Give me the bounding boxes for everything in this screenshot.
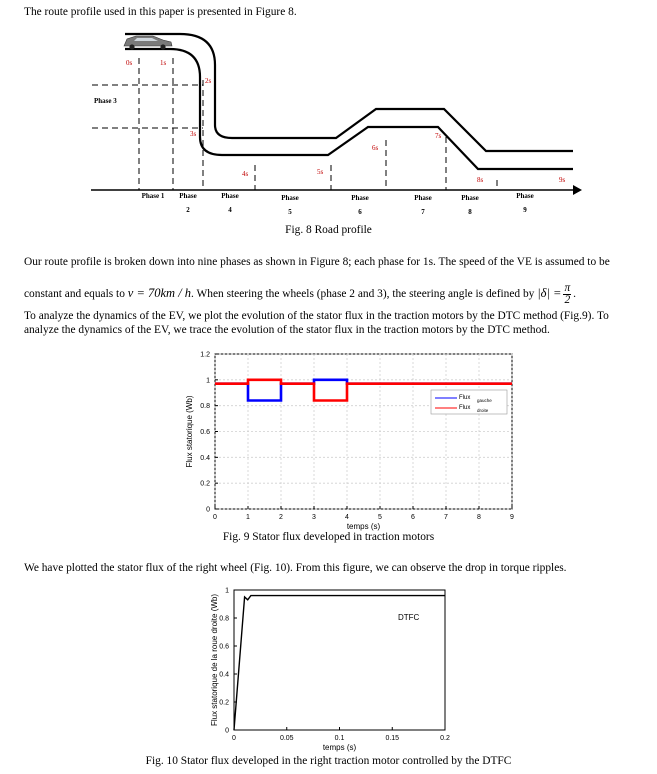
road-axis-arrow xyxy=(573,185,582,195)
legend-label-sub: droite xyxy=(477,408,489,413)
x-tick-label: 5 xyxy=(378,514,382,521)
y-tick-label: 0 xyxy=(225,727,229,735)
fig10-caption: Fig. 10 Stator flux developed in the right traction motor controlled by the DTFC xyxy=(145,755,512,767)
annotation-dtfc: DTFC xyxy=(398,613,420,622)
phase-divider-lines xyxy=(92,58,497,190)
x-tick-label: 0 xyxy=(213,514,217,521)
paragraph-right-wheel: We have plotted the stator flux of the right wheel (Fig. 10). From this figure, we can observe the drop in torque ripples. xyxy=(24,562,567,574)
x-tick-label: 7 xyxy=(444,514,448,521)
road-profile-figure xyxy=(0,25,657,245)
phase-label: Phase xyxy=(414,194,432,202)
x-tick-label: 4 xyxy=(345,514,349,521)
fraction xyxy=(563,283,571,306)
fraction-numerator: π xyxy=(564,282,571,294)
phase-label: Phase xyxy=(281,194,299,202)
x-tick-label: 0.05 xyxy=(279,735,294,742)
x-axis-label: temps (s) xyxy=(322,743,357,752)
x-tick-label: 2 xyxy=(279,514,283,521)
time-label: 1s xyxy=(160,59,167,67)
y-tick-label: 1 xyxy=(225,587,229,595)
phase-label: 8 xyxy=(468,208,472,216)
phase3-label: Phase 3 xyxy=(94,97,117,105)
phase-label: 7 xyxy=(421,208,425,216)
y-tick-label: 0.4 xyxy=(200,454,210,462)
y-axis-label: Flux statorique (Wb) xyxy=(185,395,194,468)
phase-label: Phase xyxy=(179,192,197,200)
phase-label: Phase xyxy=(461,194,479,202)
y-tick-label: 0.6 xyxy=(219,643,229,651)
text-run: constant and equals to xyxy=(24,288,128,301)
x-tick-label: 0.15 xyxy=(385,735,400,742)
legend-label-main: Flux xyxy=(459,395,471,401)
time-label: 4s xyxy=(242,170,249,178)
paragraph-speed xyxy=(24,283,576,306)
x-tick-label: 8 xyxy=(477,514,481,521)
time-label: 7s xyxy=(435,132,442,140)
phase-label: Phase xyxy=(516,192,534,200)
time-label: 2s xyxy=(205,77,212,85)
phase-label: 4 xyxy=(228,206,232,214)
text-run: . When steering the wheels (phase 2 and 3), the steering angle is defined by xyxy=(191,288,538,301)
paragraph-dtc-1: To analyze the dynamics of the EV, we plot the evolution of the stator flux in the traction motors by the DTC method (Fig.9). To xyxy=(24,310,609,322)
phase-label: Phase 1 xyxy=(141,192,165,200)
y-tick-label: 1 xyxy=(206,377,210,385)
phase-label: 5 xyxy=(288,208,292,216)
phase-label: Phase xyxy=(221,192,239,200)
delta-symbol: |δ| = xyxy=(537,286,562,301)
x-tick-label: 0 xyxy=(232,735,236,742)
paragraph-intro: The route profile used in this paper is presented in Figure 8. xyxy=(24,6,297,18)
y-tick-label: 0.8 xyxy=(219,615,229,623)
x-tick-label: 0.2 xyxy=(440,735,450,742)
x-tick-label: 6 xyxy=(411,514,415,521)
time-labels xyxy=(126,59,566,184)
y-tick-label: 0.6 xyxy=(200,429,210,436)
phase-label: Phase xyxy=(351,194,369,202)
x-tick-label: 0.1 xyxy=(334,735,345,742)
time-label: 9s xyxy=(559,176,566,184)
x-tick-label: 3 xyxy=(312,514,316,521)
car-icon xyxy=(124,36,172,50)
y-tick-label: 0 xyxy=(206,506,210,514)
y-axis-label: Flux statorique de la roue droite (Wb) xyxy=(210,593,219,727)
phase-labels xyxy=(142,192,534,216)
time-label: 5s xyxy=(317,168,324,176)
time-label: 3s xyxy=(190,130,197,138)
y-tick-label: 0.8 xyxy=(200,403,210,411)
phase-label: 2 xyxy=(186,206,190,214)
y-tick-label: 0.4 xyxy=(219,671,229,679)
phase-label: 9 xyxy=(523,206,527,214)
fig8-caption: Fig. 8 Road profile xyxy=(285,224,372,236)
y-tick-label: 0.2 xyxy=(200,480,210,488)
time-label: 8s xyxy=(477,176,484,184)
fraction-denominator: 2 xyxy=(564,294,571,306)
time-label: 0s xyxy=(126,59,133,67)
paragraph-phases: Our route profile is broken down into nine phases as shown in Figure 8; each phase for 1s. The speed of the VE is assumed to be xyxy=(24,256,610,268)
paragraph-dtc-2: analyze the dynamics of the EV, we trace the evolution of the stator flux in the traction motors by the DTC method. xyxy=(24,324,550,336)
road-outline xyxy=(125,34,573,169)
plot-area xyxy=(234,590,445,730)
fig9-chart xyxy=(0,345,657,535)
y-tick-label: 1.2 xyxy=(200,351,210,359)
fig9-caption: Fig. 9 Stator flux developed in traction motors xyxy=(222,531,435,543)
legend-label-sub: gauche xyxy=(477,398,492,403)
text-run: . xyxy=(573,288,577,301)
legend-label-main: Flux xyxy=(459,405,471,411)
x-tick-label: 1 xyxy=(246,514,250,521)
phase-label: 6 xyxy=(358,208,362,216)
fig10-chart xyxy=(0,580,657,756)
x-axis-label: temps (s) xyxy=(346,522,381,531)
time-label: 6s xyxy=(372,144,379,152)
speed-equation: v = 70km / h xyxy=(127,286,192,301)
y-tick-label: 0.2 xyxy=(219,699,229,707)
x-tick-label: 9 xyxy=(510,514,514,521)
